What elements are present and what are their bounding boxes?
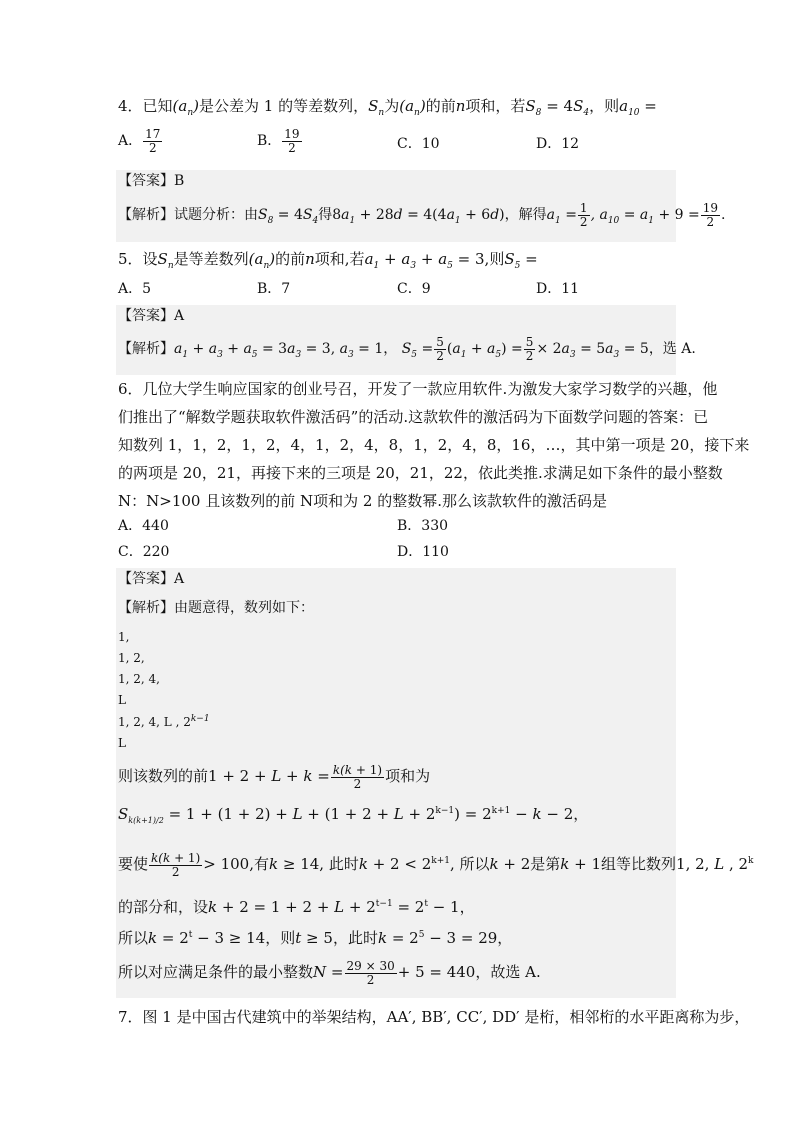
seq-line-5: 1, 2, 4, L , $2^{k-1}$ — [118, 714, 210, 729]
q6-option-c[interactable]: C．220 — [118, 544, 170, 560]
q6-stem-line2: 们推出了“解数学题获取软件激活码”的活动.这款软件的激活码为下面数学问题的答案：已 — [118, 408, 709, 426]
q4-option-d[interactable]: D．12 — [536, 136, 580, 152]
q7-stem-line1: 7．图 1 是中国古代建筑中的举架结构，AA′, BB′, CC′, DD′ 是桁，相邻桁的水平距离称为步， — [118, 1008, 750, 1026]
q4-option-a[interactable]: A． $\frac{17}{2}$ — [118, 127, 161, 155]
q6-step3: 要使 $\frac{k(k + 1)}{2}$ > 100,有k ≥ 14, 此时$k + 2 < 2^{k+1}$, 所以k + 2是第k + 1组等比数列1, 2, L , 2$^k$ — [118, 851, 754, 879]
q5-stem: 5．设$S_n$是等差数列$(a_n)$的前n项和,若$a_1 + a_3 + a_5 = 3$,则$S_5$ = — [118, 250, 538, 271]
seq-line-4: L — [118, 693, 126, 707]
q4-answer: 【答案】B — [118, 173, 185, 189]
q6-answer: 【答案】A — [118, 571, 185, 587]
q6-analysis-intro: 【解析】由题意得，数列如下： — [118, 600, 314, 616]
seq-line-2: 1, 2, — [118, 651, 145, 665]
q5-option-d[interactable]: D．11 — [536, 281, 580, 297]
q6-option-a[interactable]: A．440 — [118, 518, 169, 534]
seq-line-3: 1, 2, 4, — [118, 672, 160, 686]
q6-step5: 所以$k = 2^t - 3 \ge 14$，则t ≥ 5，此时$k = 2^5 - 3 = 29$， — [118, 929, 513, 947]
q6-step6: 所以对应满足条件的最小整数N = $\frac{29 \times 30}{2}$ + 5 = 440，故选 A. — [118, 959, 541, 987]
q6-step2: $S_{k(k+1)/2} = 1 + (1 + 2) + L + (1 + 2 + L + 2^{k-1}) = 2^{k+1} - k - 2$， — [118, 805, 589, 825]
q6-stem-line4: 的两项是 20，21，再接下来的三项是 20，21，22，依此类推.求满足如下条件的最小整数 — [118, 464, 723, 482]
q6-stem-line5: N：N>100 且该数列的前 N项和为 2 的整数幂.那么该款软件的激活码是 — [118, 492, 607, 510]
q4-stem: 4．已知$(a_n)$是公差为 1 的等差数列，$S_n$为$(a_n)$的前n项和，若$S_8 = 4S_4$，则$a_{10}$ = — [118, 97, 657, 118]
seq-line-6: L — [118, 736, 126, 750]
q4-option-c[interactable]: C．10 — [397, 136, 440, 152]
q6-step4: 的部分和，设$k + 2 = 1 + 2 + L + 2^{t-1} = 2^t - 1$， — [118, 898, 475, 916]
q4-analysis: 【解析】试题分析：由$S_8 = 4S_4$得$8a_1 + 28d = 4(4a_1 + 6d)$，解得$a_1$ = $\frac{1}{2}$ , $a_{10} = a_1 + 9$ = $\frac{19}{2}$ . — [118, 201, 726, 229]
q5-option-a[interactable]: A．5 — [118, 281, 152, 297]
q4-option-b[interactable]: B． $\frac{19}{2}$ — [257, 127, 300, 155]
q6-stem-line3: 知数列 1，1，2，1，2，4，1，2，4，8，1，2，4，8，16，…，其中第一项是 20，接下来 — [118, 436, 750, 454]
q6-step1: 则该数列的前1 + 2 + L + k = $\frac{k(k + 1)}{2}$ 项和为 — [118, 763, 431, 791]
q6-option-d[interactable]: D．110 — [397, 544, 449, 560]
q5-option-c[interactable]: C．9 — [397, 281, 431, 297]
q6-option-b[interactable]: B．330 — [397, 518, 449, 534]
q5-analysis: 【解析】$a_1 + a_3 + a_5 = 3a_3 = 3$, $a_3 = 1$， $S_5$ = $\frac{5}{2}$ $(a_1 + a_5)$ = $\frac{5}{2}$ × $2a_3 = 5a_3 = 5$，选 A. — [118, 335, 696, 363]
q6-stem-line1: 6．几位大学生响应国家的创业号召，开发了一款应用软件.为激发大家学习数学的兴趣，他 — [118, 380, 718, 398]
q5-option-b[interactable]: B．7 — [257, 281, 291, 297]
seq-line-1: 1, — [118, 630, 130, 644]
q5-answer: 【答案】A — [118, 308, 185, 324]
